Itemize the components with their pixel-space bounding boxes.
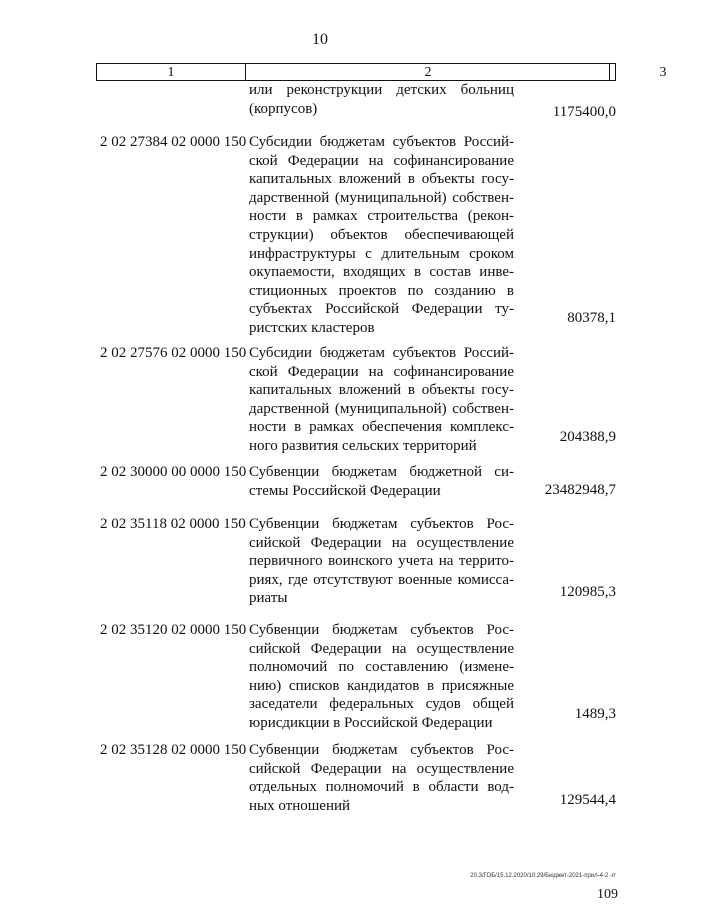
row-amount: 129544,4 (559, 792, 616, 808)
header-col-3: 3 (609, 64, 716, 80)
description-line: окупаемости, входящих в состав инве- (249, 264, 514, 281)
description-line: сийской Федерации на осуществление (249, 534, 514, 551)
description-line: стиционных проектов по созданию в (249, 282, 514, 299)
description-line: Субвенции бюджетам субъектов Рос- (249, 742, 514, 758)
description-line: первичного воинского учета на террито- (249, 553, 514, 570)
description-line: ристских кластеров (249, 319, 375, 336)
description-line: полномочий по составлению (измене- (249, 659, 514, 676)
description-line: нию) списков кандидатов в присяжные (249, 677, 514, 694)
description-line: сийской Федерации на осуществление (249, 640, 514, 657)
row-code: 2 02 30000 00 0000 150 (100, 464, 247, 480)
description-line: Субвенции бюджетам субъектов Рос- (249, 622, 514, 638)
header-col-2: 2 (245, 64, 610, 80)
description-line: риаты (249, 590, 288, 607)
row-amount: 80378,1 (567, 310, 616, 326)
row-description (249, 344, 514, 456)
row-amount: 204388,9 (559, 429, 616, 445)
row-amount: 1175400,0 (552, 104, 616, 120)
description-line: ности в рамках строительства (рекон- (249, 208, 514, 225)
row-code: 2 02 35128 02 0000 150 (100, 742, 247, 758)
description-line: стемы Российской Федерации (249, 482, 441, 499)
description-line: струкции) объектов обеспечивающей (249, 226, 514, 243)
row-description (249, 133, 514, 338)
description-line: сийской Федерации на осуществление (249, 760, 514, 777)
row-amount: 1489,3 (574, 706, 616, 722)
description-line: или реконструкции детских больниц (249, 82, 514, 98)
description-line: дарственной (муниципальной) собствен- (249, 400, 514, 417)
description-line: юрисдикции в Российской Федерации (249, 714, 493, 731)
description-line: ской Федерации на софинансирование (249, 152, 514, 169)
row-description (249, 515, 514, 608)
description-line: риях, где отсутствуют военные комисса- (249, 571, 514, 588)
description-line: ного развития сельских территорий (249, 437, 477, 454)
footer-sheet-number: 109 (597, 887, 618, 902)
row-description (249, 81, 514, 118)
description-line: ных отношений (249, 797, 351, 814)
description-line: Субсидии бюджетам субъектов Россий- (249, 134, 514, 150)
row-code: 2 02 35118 02 0000 150 (100, 516, 246, 532)
description-line: субъектах Российской Федерации ту- (249, 301, 514, 318)
description-line: Субвенции бюджетам субъектов Рос- (249, 516, 514, 532)
row-code: 2 02 27576 02 0000 150 (100, 345, 247, 361)
description-line: дарственной (муниципальной) собствен- (249, 189, 514, 206)
description-line: ской Федерации на софинансирование (249, 363, 514, 380)
description-line: Субвенции бюджетам бюджетной си- (249, 464, 514, 480)
description-line: отдельных полномочий в области вод- (249, 779, 514, 796)
row-description (249, 463, 514, 500)
row-description (249, 621, 514, 733)
row-code: 2 02 35120 02 0000 150 (100, 622, 247, 638)
description-line: (корпусов) (249, 100, 318, 117)
footer-document-code: 20.3/ГОБ/15.12.2020/10:29/Бюджет-2021-прил-4-2 -rr (470, 873, 616, 879)
header-col-1: 1 (167, 65, 175, 80)
description-line: Субсидии бюджетам субъектов Россий- (249, 345, 514, 361)
description-line: ности в рамках обеспечения комплекс- (249, 419, 514, 436)
page-number: 10 (312, 31, 328, 48)
description-line: капитальных вложений в объекты госу- (249, 171, 514, 188)
description-line: инфраструктуры с длительным сроком (249, 245, 514, 262)
row-amount: 120985,3 (559, 584, 616, 600)
row-amount: 23482948,7 (544, 482, 616, 498)
description-line: капитальных вложений в объекты госу- (249, 382, 514, 399)
row-code: 2 02 27384 02 0000 150 (100, 134, 247, 150)
row-description (249, 741, 514, 815)
table-header (96, 63, 667, 81)
description-line: заседатели федеральных судов общей (249, 696, 514, 713)
